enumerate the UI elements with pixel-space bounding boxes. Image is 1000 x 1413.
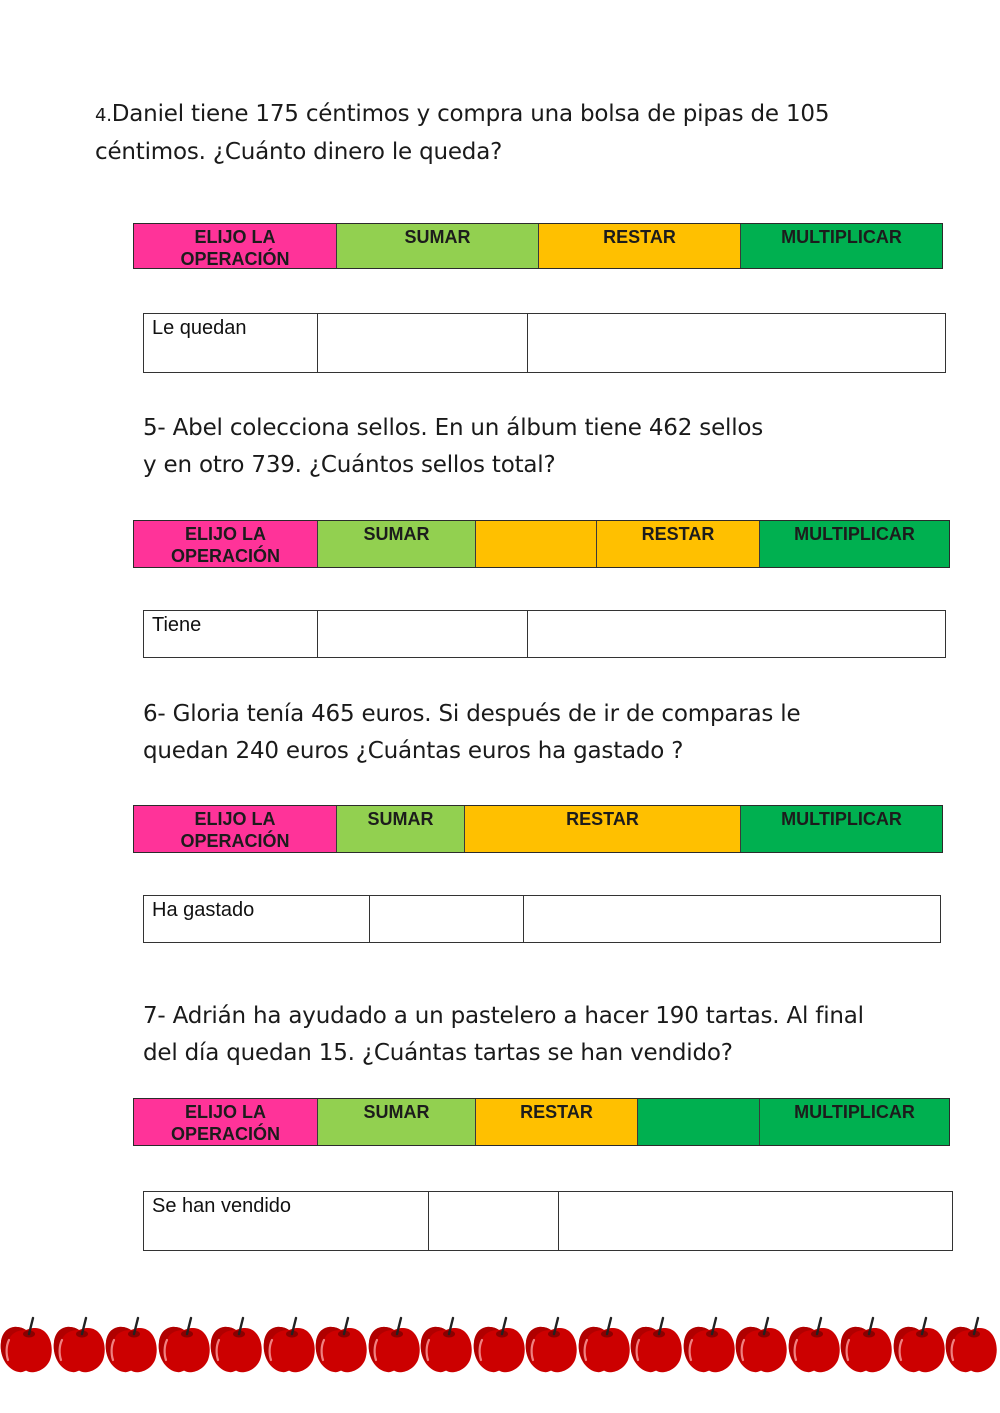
answer-row-q7 [143, 1191, 953, 1251]
apple-icon [472, 1316, 526, 1376]
question-7-text [143, 998, 864, 1072]
question-6-line-1: 6- Gloria tenía 465 euros. Si después de ir de comparas le [143, 701, 801, 727]
question-7-line-2: del día quedan 15. ¿Cuántas tartas se han vendido? [143, 1040, 733, 1066]
operation-selector-q7 [133, 1098, 950, 1146]
apple-icon [209, 1316, 263, 1376]
option-restar[interactable]: RESTAR [597, 521, 760, 567]
answer-label: Se han vendido [144, 1192, 429, 1250]
option-sumar[interactable]: SUMAR [337, 806, 465, 852]
operation-selector-q5 [133, 520, 950, 568]
apple-icon [157, 1316, 211, 1376]
answer-unit-input[interactable] [528, 611, 945, 657]
question-4-line-1: 4.Daniel tiene 175 céntimos y compra una bolsa de pipas de 105 [95, 101, 830, 127]
choose-operation-label: ELIJO LA OPERACIÓN [134, 521, 318, 567]
apple-icon [52, 1316, 106, 1376]
operation-selector-q4 [133, 223, 943, 269]
answer-value-input[interactable] [318, 611, 528, 657]
answer-label: Le quedan [144, 314, 318, 372]
apple-icon [314, 1316, 368, 1376]
apple-icon [892, 1316, 946, 1376]
question-4-text [95, 96, 829, 171]
operation-selector-q6 [133, 805, 943, 853]
apple-icon [734, 1316, 788, 1376]
answer-value-input[interactable] [318, 314, 528, 372]
question-6-line-2: quedan 240 euros ¿Cuántas euros ha gastado ? [143, 738, 684, 764]
option-sumar[interactable]: SUMAR [318, 1099, 476, 1145]
apple-icon [787, 1316, 841, 1376]
answer-row-q4 [143, 313, 946, 373]
answer-value-input[interactable] [370, 896, 524, 942]
apple-icon [419, 1316, 473, 1376]
apple-icon [0, 1316, 53, 1376]
apple-icon [682, 1316, 736, 1376]
apple-border [0, 1316, 1000, 1376]
answer-value-input[interactable] [429, 1192, 559, 1250]
question-5-line-1: 5- Abel colecciona sellos. En un álbum tiene 462 sellos [143, 415, 764, 441]
answer-unit-input[interactable] [528, 314, 945, 372]
question-5-line-2: y en otro 739. ¿Cuántos sellos total? [143, 452, 556, 478]
option-multiplicar[interactable]: MULTIPLICAR [741, 224, 942, 268]
answer-row-q5 [143, 610, 946, 658]
option-restar[interactable]: RESTAR [476, 1099, 638, 1145]
question-4-number: 4. [95, 105, 112, 126]
choose-operation-label: ELIJO LA OPERACIÓN [134, 806, 337, 852]
question-4-line-2: céntimos. ¿Cuánto dinero le queda? [95, 139, 503, 165]
option-sumar[interactable]: SUMAR [318, 521, 476, 567]
apple-icon [577, 1316, 631, 1376]
option-multiplicar[interactable]: MULTIPLICAR [741, 806, 942, 852]
option-blank[interactable] [476, 521, 597, 567]
question-6-text [143, 696, 800, 770]
apple-icon [524, 1316, 578, 1376]
apple-icon [839, 1316, 893, 1376]
answer-label: Ha gastado [144, 896, 370, 942]
option-sumar[interactable]: SUMAR [337, 224, 539, 268]
apple-icon [367, 1316, 421, 1376]
option-multiplicar[interactable]: MULTIPLICAR [760, 1099, 949, 1145]
option-restar[interactable]: RESTAR [465, 806, 741, 852]
option-multiplicar[interactable]: MULTIPLICAR [760, 521, 949, 567]
apple-icon [629, 1316, 683, 1376]
question-7-line-1: 7- Adrián ha ayudado a un pastelero a hacer 190 tartas. Al final [143, 1003, 864, 1029]
apple-icon [104, 1316, 158, 1376]
apple-icon [262, 1316, 316, 1376]
answer-unit-input[interactable] [559, 1192, 952, 1250]
apple-icon [944, 1316, 998, 1376]
question-5-text [143, 410, 763, 484]
option-blank[interactable] [638, 1099, 760, 1145]
option-restar[interactable]: RESTAR [539, 224, 741, 268]
answer-label: Tiene [144, 611, 318, 657]
answer-row-q6 [143, 895, 941, 943]
answer-unit-input[interactable] [524, 896, 940, 942]
choose-operation-label: ELIJO LA OPERACIÓN [134, 1099, 318, 1145]
choose-operation-label: ELIJO LA OPERACIÓN [134, 224, 337, 268]
